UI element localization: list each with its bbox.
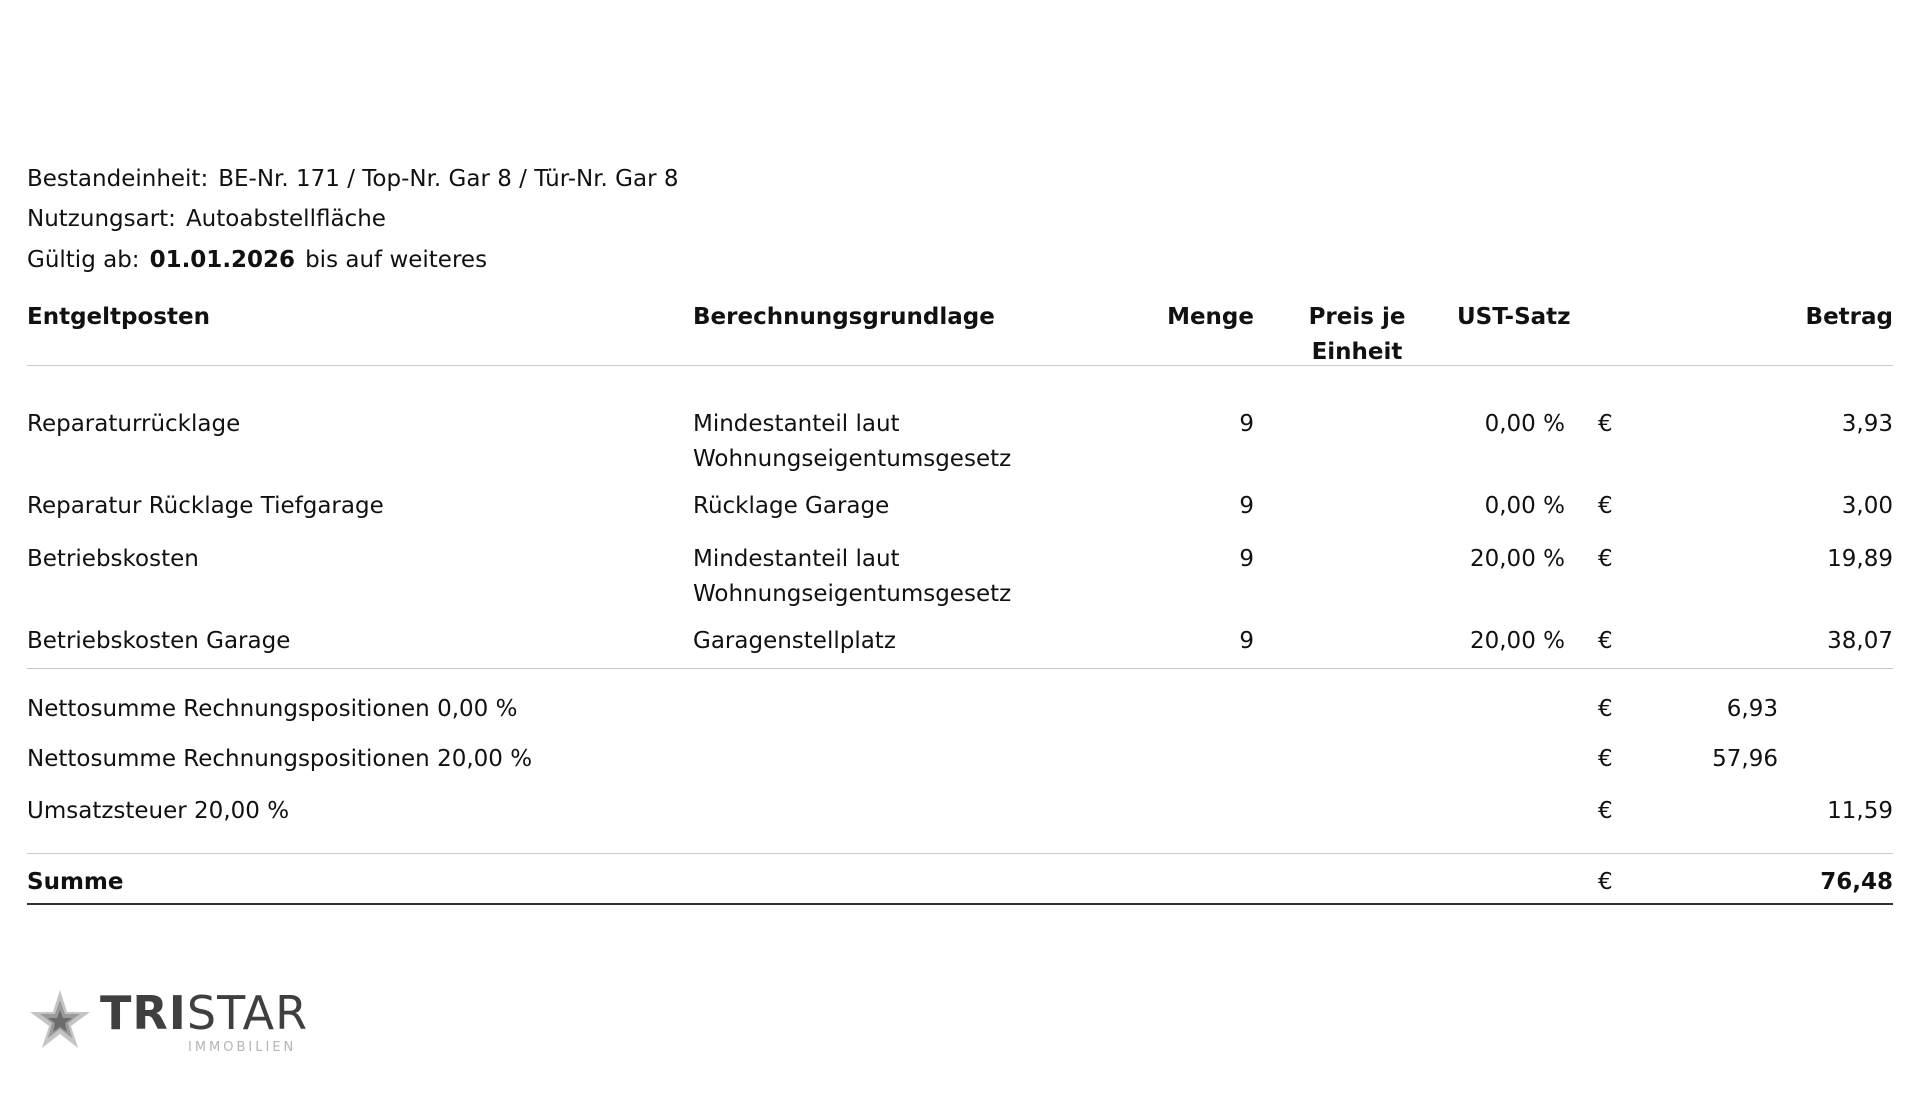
- bestandeinheit-label: Bestandeinheit:: [27, 166, 209, 192]
- row-betrag: 19,89: [1827, 546, 1893, 572]
- logo-word-regular: STAR: [186, 986, 309, 1040]
- row-menge: 9: [1239, 493, 1254, 519]
- row-ust: 0,00 %: [1484, 411, 1565, 437]
- row-menge: 9: [1239, 546, 1254, 572]
- logo-subtitle: IMMOBILIEN: [188, 1040, 297, 1055]
- row-grundlage-line1: Mindestanteil laut: [693, 411, 900, 437]
- ust-currency: €: [1598, 798, 1613, 824]
- ust-value: 11,59: [1827, 798, 1893, 824]
- nutzungsart-value: Autoabstellfläche: [185, 206, 386, 232]
- row-posten: Betriebskosten: [27, 546, 199, 572]
- row-grundlage-line2: Wohnungseigentumsgesetz: [693, 581, 1012, 607]
- row-grundlage: [693, 489, 889, 524]
- netto-20-label: Nettosumme Rechnungspositionen 20,00 %: [27, 746, 533, 772]
- nutzungsart-line: [27, 206, 386, 232]
- netto-0-currency: €: [1598, 696, 1613, 722]
- summe-top-divider: [27, 853, 1893, 854]
- header-ust-satz: UST-Satz: [1457, 304, 1571, 330]
- tristar-logo: [28, 980, 328, 1060]
- nutzungsart-label: Nutzungsart:: [27, 206, 176, 232]
- gueltig-suffix: bis auf weiteres: [305, 247, 488, 273]
- row-grundlage-line2: Wohnungseigentumsgesetz: [693, 446, 1012, 472]
- row-grundlage-line1: Mindestanteil laut: [693, 546, 900, 572]
- row-posten: Reparaturrücklage: [27, 411, 241, 437]
- row-ust: 0,00 %: [1484, 493, 1565, 519]
- logo-word-bold: TRI: [100, 986, 187, 1040]
- row-betrag: 38,07: [1827, 628, 1893, 654]
- row-ust: 20,00 %: [1469, 628, 1565, 654]
- netto-20-currency: €: [1598, 746, 1613, 772]
- gueltig-label: Gültig ab:: [27, 247, 140, 273]
- row-betrag: 3,93: [1841, 411, 1893, 437]
- ust-label: Umsatzsteuer 20,00 %: [27, 798, 290, 824]
- gueltig-date: 01.01.2026: [149, 247, 296, 273]
- row-grundlage-line1: Rücklage Garage: [693, 493, 890, 519]
- row-grundlage: [693, 624, 896, 659]
- netto-20-value: 57,96: [1712, 746, 1778, 772]
- row-posten: Reparatur Rücklage Tiefgarage: [27, 493, 384, 519]
- logo-wordmark: [100, 986, 308, 1040]
- summe-label: Summe: [27, 869, 124, 895]
- header-entgeltposten: Entgeltposten: [27, 304, 210, 330]
- row-currency: €: [1598, 493, 1613, 519]
- header-berechnungsgrundlage: Berechnungsgrundlage: [693, 304, 995, 330]
- row-grundlage: [693, 407, 1011, 477]
- row-currency: €: [1598, 546, 1613, 572]
- bestandeinheit-value: BE-Nr. 171 / Top-Nr. Gar 8 / Tür-Nr. Gar 8: [218, 166, 679, 192]
- row-posten: Betriebskosten Garage: [27, 628, 291, 654]
- row-currency: €: [1598, 411, 1613, 437]
- star-logo-icon: [28, 988, 92, 1052]
- netto-0-value: 6,93: [1726, 696, 1778, 722]
- row-menge: 9: [1239, 411, 1254, 437]
- netto-0-label: Nettosumme Rechnungspositionen 0,00 %: [27, 696, 518, 722]
- row-betrag: 3,00: [1841, 493, 1893, 519]
- header-preis-line1: Preis je: [1308, 304, 1406, 330]
- summe-value: 76,48: [1820, 869, 1893, 895]
- header-divider: [27, 365, 1893, 366]
- summe-bottom-divider: [27, 903, 1893, 905]
- rows-divider: [27, 668, 1893, 669]
- row-menge: 9: [1239, 628, 1254, 654]
- gueltig-line: [27, 247, 487, 273]
- header-betrag: Betrag: [1805, 304, 1893, 330]
- row-ust: 20,00 %: [1469, 546, 1565, 572]
- row-grundlage: [693, 542, 1011, 612]
- header-preis-line2: Einheit: [1311, 339, 1403, 365]
- bestandeinheit-line: [27, 166, 679, 192]
- row-currency: €: [1598, 628, 1613, 654]
- row-grundlage-line1: Garagenstellplatz: [693, 628, 896, 654]
- header-preis-je-einheit: [1290, 300, 1424, 370]
- summe-currency: €: [1598, 869, 1613, 895]
- header-menge: Menge: [1167, 304, 1254, 330]
